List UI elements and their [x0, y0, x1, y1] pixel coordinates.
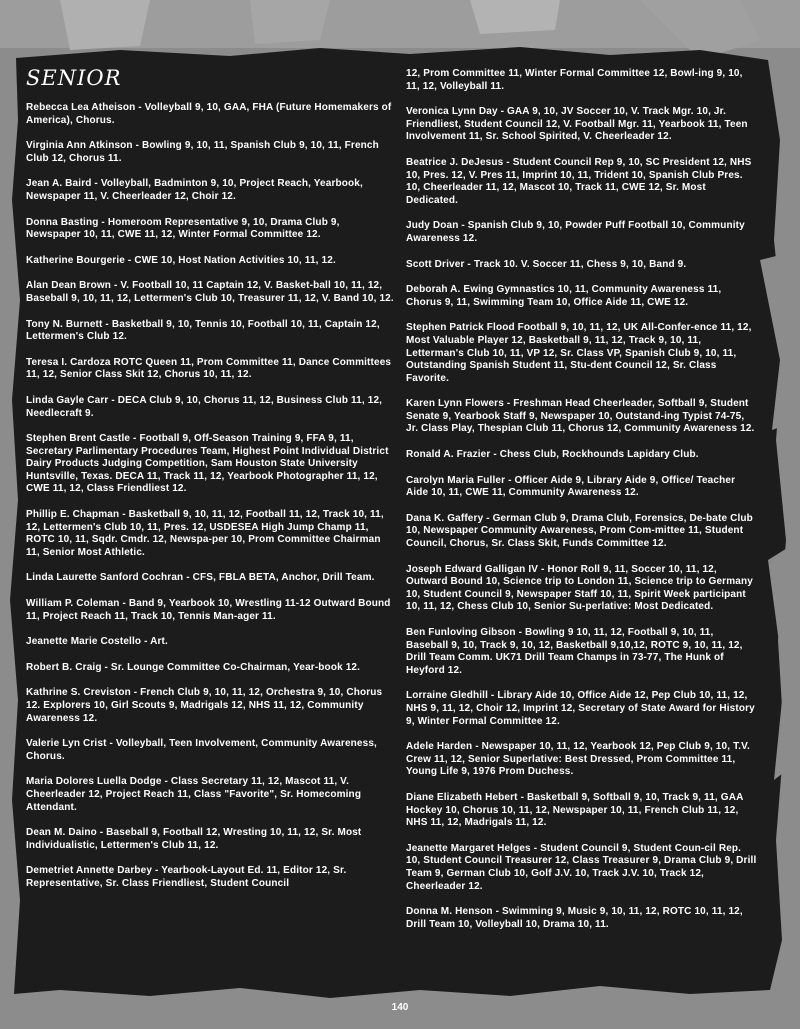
senior-entry: Jeanette Marie Costello - Art.: [26, 636, 168, 648]
senior-entry: Teresa I. Cardoza ROTC Queen 11, Prom Committee 11, Dance Committees 11, 12, Senior Class Skit 12, Chorus 10, 11, 12.: [26, 356, 392, 381]
senior-entry: Katherine Bourgerie - CWE 10, Host Nation Activities 10, 11, 12.: [26, 254, 336, 266]
senior-entry: Scott Driver - Track 10. V. Soccer 11, Chess 9, 10, Band 9.: [406, 258, 687, 270]
senior-entry: Deborah A. Ewing Gymnastics 10, 11, Community Awareness 11, Chorus 9, 11, Swimming Team 10, Office Aide 11, CWE 12.: [406, 284, 722, 308]
senior-entry: Karen Lynn Flowers - Freshman Head Cheerleader, Softball 9, Student Senate 9, Yearbook Staff 9, Newspaper 10, Outstand-ing Typist 74-75, Jr. Class Play, Thespian Club 11, Chorus 12, Community Awareness 12.: [406, 398, 755, 435]
senior-entry: Robert B. Craig - Sr. Lounge Committee Co-Chairman, Year-book 12.: [26, 661, 361, 673]
right-column: [406, 68, 758, 944]
senior-entry: Phillip E. Chapman - Basketball 9, 10, 11, 12, Football 11, 12, Track 10, 11, 12, Lettermen's Club 10, 11, Pres. 12, USDESEA High Jump Champ 11, ROTC 10, 11, Sqdr. Cmdr. 12, Newspa-per 10, Prom Committee Chairman 11, Senior Most Athletic.: [26, 509, 384, 558]
senior-entry: Donna Basting - Homeroom Representative 9, 10, Drama Club 9, Newspaper 10, 11, CWE 11, 12, Winter Formal Committee 12.: [26, 216, 340, 241]
senior-entry: Maria Dolores Luella Dodge - Class Secretary 11, 12, Mascot 11, V. Cheerleader 12, Project Reach 11, Class "Favorite", Sr. Homecoming Attendant.: [26, 776, 362, 813]
senior-entry: Carolyn Maria Fuller - Officer Aide 9, Library Aide 9, Office/ Teacher Aide 10, 11, CWE 11, Community Awareness 12.: [406, 474, 736, 499]
senior-entry: Joseph Edward Galligan IV - Honor Roll 9, 11, Soccer 10, 11, 12, Outward Bound 10, Science trip to London 11, Science trip to Germany 10, Student Council 9, Newspaper Staff 10, 11, Spirit Week participant 10, 11, 12, Chess Club 10, Senior Su-perlative: Most Dedicated.: [406, 563, 753, 613]
senior-entry: Dana K. Gaffery - German Club 9, Drama Club, Forensics, De-bate Club 10, Newspaper Community Awareness, Prom Com-mittee 11, Student Council, Chorus, Sr. Class Skit, Funds Committee 12.: [406, 512, 753, 550]
senior-entry: Valerie Lyn Crist - Volleyball, Teen Involvement, Community Awareness, Chorus.: [26, 738, 377, 762]
senior-entry: Veronica Lynn Day - GAA 9, 10, JV Soccer 10, V. Track Mgr. 10, Jr. Friendliest, Student Council 12, V. Football Mgr. 11, Yearbook 11, Teen Involvement 11, Sr. School Spirited, V. Cheerleader 12.: [406, 106, 748, 143]
senior-entry: Demetriet Annette Darbey - Yearbook-Layout Ed. 11, Editor 12, Sr. Representative, Sr. Class Friendliest, Student Council: [26, 865, 347, 889]
senior-entry: Ronald A. Frazier - Chess Club, Rockhounds Lapidary Club.: [406, 449, 699, 461]
senior-entry: Adele Harden - Newspaper 10, 11, 12, Yearbook 12, Pep Club 9, 10, T.V. Crew 11, 12, Senior Superlative: Best Dressed, Prom Committee 11, Young Life 9, 1976 Prom Duchess.: [406, 741, 750, 778]
senior-entry: Rebecca Lea Atheison - Volleyball 9, 10, GAA, FHA (Future Homemakers of America), Chorus.: [26, 102, 392, 126]
senior-entry: Kathrine S. Creviston - French Club 9, 10, 11, 12, Orchestra 9, 10, Chorus 12. Explorers 10, Girl Scouts 9, Madrigals 12, NHS 11, 12, Community Awareness 12.: [26, 687, 383, 724]
senior-entry: 12, Prom Committee 11, Winter Formal Committee 12, Bowl-ing 9, 10, 11, 12, Volleyball 11.: [406, 68, 743, 92]
senior-entry: Dean M. Daino - Baseball 9, Football 12, Wresting 10, 11, 12, Sr. Most Individualistic, Lettermen's Club 11, 12.: [26, 827, 362, 851]
senior-entry: Stephen Brent Castle - Football 9, Off-Season Training 9, FFA 9, 11, Secretary Parlimentary Procedures Team, Highest Point Individual District Dairy Products Judging Competition, Sam Houston State University Huntsville, Texas. DECA 11, Track 11, 12, Yearbook Photographer 11, 12, CWE 11, 12, Class Friendliest 12.: [26, 433, 389, 495]
senior-entry: Beatrice J. DeJesus - Student Council Rep 9, 10, SC President 12, NHS 10, Pres. 12, V. Pres 11, Imprint 10, 11, Trident 10, Spanish Club Pres. 10, Cheerleader 11, 12, Mascot 10, Track 11, CWE 12, Sr. Most Dedicated.: [406, 156, 752, 206]
senior-entry: Jean A. Baird - Volleyball, Badminton 9, 10, Project Reach, Yearbook, Newspaper 11, V. Cheerleader 12, Choir 12.: [26, 178, 363, 202]
senior-entry: Jeanette Margaret Helges - Student Council 9, Student Coun-cil Rep. 10, Student Council Treasurer 12, Class Treasurer 9, Drama Club 9, Drill Team 9, German Club 10, Golf J.V. 10, Track J.V. 10, Track 12, Cheerleader 12.: [406, 842, 757, 892]
senior-entry: Lorraine Gledhill - Library Aide 10, Office Aide 12, Pep Club 10, 11, 12, NHS 9, 11, 12, Choir 12, Imprint 12, Secretary of State Award for History 9, Winter Formal Committee 12.: [406, 690, 755, 727]
senior-entry: Ben Funloving Gibson - Bowling 9 10, 11, 12, Football 9, 10, 11, Baseball 9, 10, Track 9, 10, 12, Basketball 9,10,12, ROTC 9, 10, 11, 12, Drill Team Comm. UK71 Drill Team Champs in 73-77, The Hunk of Heyford 12.: [406, 627, 743, 676]
page-number: 140: [391, 1002, 409, 1013]
senior-entry: Tony N. Burnett - Basketball 9, 10, Tennis 10, Football 10, 11, Captain 12, Lettermen's Club 12.: [26, 318, 380, 343]
senior-entry: Donna M. Henson - Swimming 9, Music 9, 10, 11, 12, ROTC 10, 11, 12, Drill Team 10, Volleyball 10, Drama 10, 11.: [406, 906, 743, 930]
left-column: [26, 102, 396, 904]
senior-entry: Judy Doan - Spanish Club 9, 10, Powder Puff Football 10, Community Awareness 12.: [406, 220, 745, 244]
senior-entry: Alan Dean Brown - V. Football 10, 11 Captain 12, V. Basket-ball 10, 11, 12, Baseball 9, 10, 11, 12, Lettermen's Club 10, Treasurer 11, 12, V. Band 10, 12.: [26, 280, 394, 304]
senior-entry: Virginia Ann Atkinson - Bowling 9, 10, 11, Spanish Club 9, 10, 11, French Club 12, Chorus 11.: [26, 140, 379, 164]
senior-entry: Linda Gayle Carr - DECA Club 9, 10, Chorus 11, 12, Business Club 11, 12, Needlecraft 9.: [26, 394, 383, 419]
senior-entry: Linda Laurette Sanford Cochran - CFS, FBLA BETA, Anchor, Drill Team.: [26, 572, 375, 584]
senior-entry: Diane Elizabeth Hebert - Basketball 9, Softball 9, 10, Track 9, 11, GAA Hockey 10, Chorus 10, 11, 12, Newspaper 10, 11, French Club 11, 12, NHS 11, 12, Madrigals 11, 12.: [406, 791, 744, 829]
page-heading: SENIOR: [26, 66, 122, 90]
senior-entry: William P. Coleman - Band 9, Yearbook 10, Wrestling 11-12 Outward Bound 11, Project Reach 11, Track 10, Tennis Man-ager 11.: [26, 598, 391, 622]
senior-entry: Stephen Patrick Flood Football 9, 10, 11, 12, UK All-Confer-ence 11, 12, Most Valuable Player 12, Basketball 9, 11, 12, Track 9, 10, 11, Letterman's Club 10, 11, VP 12, Sr. Class VP, Spanish Club 9, 10, 11, Outstanding Spanish Student 11, Stu-dent Council 12, Sr. Class Favorite.: [406, 322, 752, 384]
